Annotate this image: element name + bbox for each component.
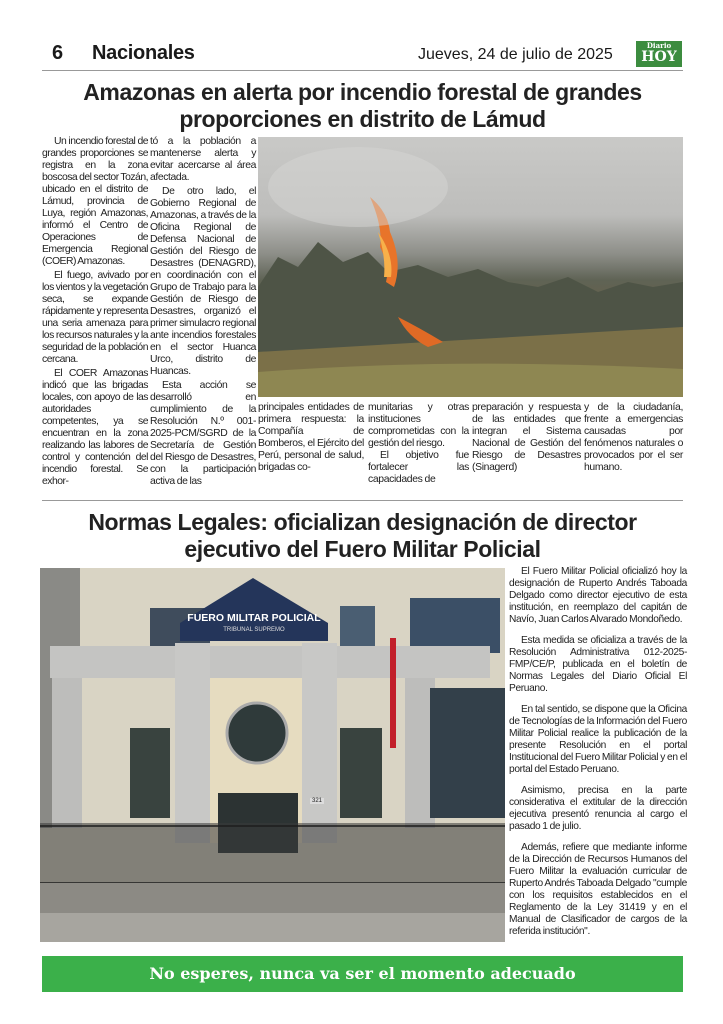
article1-column-6 [584,402,683,474]
forest-fire-photo [258,137,683,397]
article2-title [42,509,683,563]
article1-column-2 [150,136,256,488]
paragraph: Un incendio forestal de grandes proporciones se registra en la zona boscosa del sector Tozán, ubicado en el distrito de Lámud, provincia de Luya, región Amazonas, informó el Centro de Operaciones de Emergencia Regional (COER) Amazonas. [42,136,148,267]
paragraph: y de la ciudadanía, frente a emergencias causadas por fenómenos naturales o provocados por el ser humano. [584,402,683,473]
paragraph: En tal sentido, se dispone que la Oficina de Tecnologías de la Información del Fuero Militar Policial realice la publicación de la presente Resolución en el portal Institucional del Fuero Militar Policial y en el portal del Estado Peruano. [509,704,687,775]
paragraph: Asimismo, precisa en la parte considerativa el extitular de la dirección ejecutiva presentó renuncia al cargo el pasado 1 de julio. [509,785,687,832]
paragraph: preparación y respuesta de las entidades que integran el Sistema Nacional de Gestión del Riesgo de Desastres (Sinagerd) [472,402,581,473]
issue-date [418,46,613,64]
article2-body [509,566,687,938]
paragraph: Esta acción se desarrolló en cumplimiento de la Resolución N.º 001-2025-PCM/SGRD de la Secretaría de Gestión del Riesgo de Desastres, con la participación activa de las [150,380,256,487]
title-line: Normas Legales: oficializan designación de director [88,509,637,535]
paragraph: El objetivo fue fortalecer las capacidades de [368,450,469,485]
paragraph: De otro lado, el Gobierno Regional de Amazonas, a través de la Oficina Regional de Defensa Nacional de Gestión del Riesgo de Desastres (DENAGRD), en coordinación con el Grupo de Trabajo para la Gestión de Riesgo de Desastres, organizó el primer simulacro regional ante incendios forestales en el sector Huanca Urco, distrito de Huancas. [150,186,256,377]
article-divider [42,500,683,501]
paragraph: El Fuero Militar Policial oficializó hoy la designación de Ruperto Andrés Taboada Delgado como director ejecutivo de esta institución, en reemplazo del capitán de Navío, Juan Carlos Alvarado Mondoñedo. [509,566,687,625]
paragraph: tó a la población a mantenerse alerta y evitar acercarse al área afectada. [150,136,256,183]
building-sign: FUERO MILITAR POLICIAL [187,612,321,624]
diario-hoy-logo [636,41,682,67]
slogan-banner: No esperes, nunca va ser el momento adecuado [42,956,683,992]
article1-column-4 [368,402,469,486]
header-divider [42,70,683,71]
logo-big: HOY [641,49,677,65]
paragraph: principales entidades de primera respuesta: la Compañía de Bomberos, el Ejército del Perú, personal de salud, brigadas co- [258,402,364,473]
title-line: Amazonas en alerta por incendio forestal de grandes [83,79,642,105]
paragraph: Además, refiere que mediante informe de la Dirección de Recursos Humanos del Fuero Militar la evaluación curricular de Ruperto Andrés Taboada Delgado "cumple con los requisitos establecidos en el Reglamento de la Ley 31419 y en el Manual de Clasificador de cargos de la referida institución". [509,842,687,937]
paragraph: El COER Amazonas indicó que las brigadas locales, con apoyo de las autoridades competentes, ya se encuentran en la zona realizando las labores de control y contención del incendio forestal. Se exhor- [42,368,148,487]
date-year: 2025 [577,46,613,63]
title-line: ejecutivo del Fuero Militar Policial [184,536,541,562]
logo-small: Diario [646,41,672,50]
building-sign-sub: TRIBUNAL SUPREMO [223,627,285,633]
article1-title [42,79,683,133]
date-text: Jueves, 24 de julio de [418,46,573,63]
page-number: 6 [52,42,64,64]
article1-column-5 [472,402,581,474]
title-line: proporciones en distrito de Lámud [179,106,546,132]
building-number: 321 [312,798,323,804]
paragraph: Esta medida se oficializa a través de la Resolución Administrativa 012-2025-FMP/CE/P, publicada en el boletín de Normas Legales del Diario Oficial El Peruano. [509,635,687,694]
article1-column-3 [258,402,364,474]
paragraph: munitarias y otras instituciones comprometidas con la gestión del riesgo. [368,402,469,449]
article1-column-1 [42,136,148,488]
paragraph: El fuego, avivado por los vientos y la vegetación seca, se expande rápidamente y representa una seria amenaza para los recursos naturales y la seguridad de la población cercana. [42,270,148,365]
fuero-militar-building-photo [40,568,505,942]
section-name: Nacionales [92,42,195,64]
